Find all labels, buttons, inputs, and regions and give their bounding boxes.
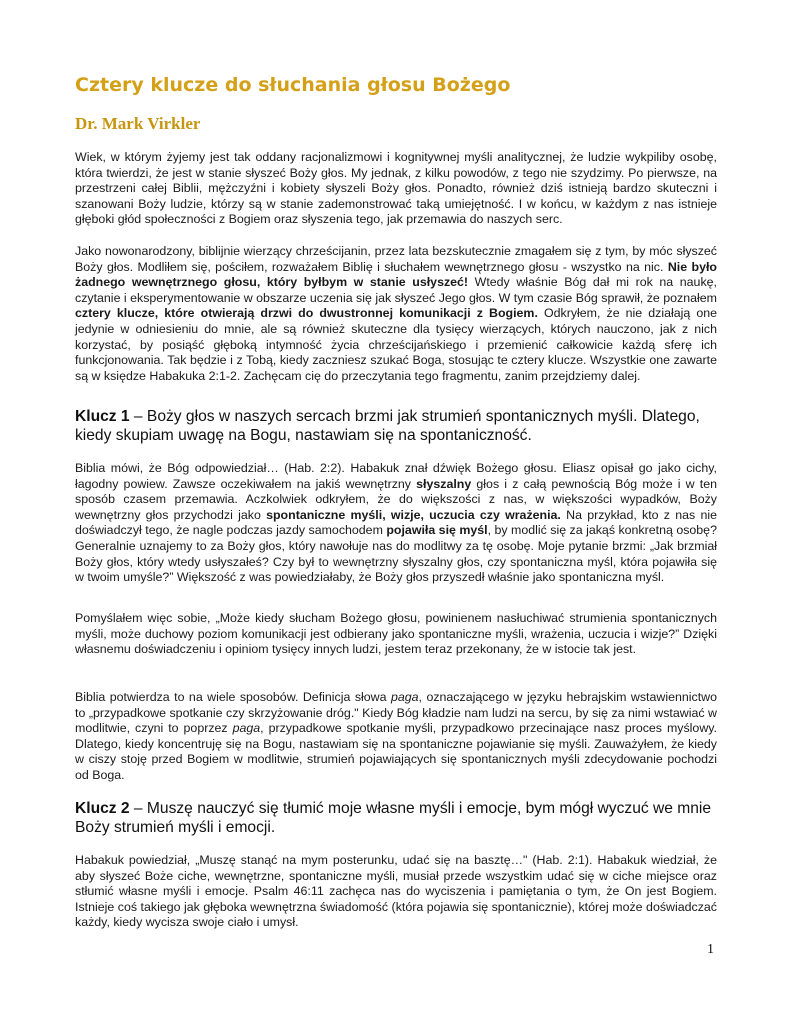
italic-text: paga	[390, 690, 419, 704]
text-span: , by modlić się za jakąś konkretną osobę? Generalnie uznajemy to za Boży głos, który nawołuje nas do modlitwy za tę osobę. Moje pytanie brzmi: „Jak brzmiał Boży głos, który wtedy usłyszałeś? Czy był to wewnętrzny słyszalny głos, czy spontaniczna myśl, która pojawiła się w twoim umyśle?” Większość z was powiedziałaby, że Boży głos przyszedł właśnie jako spontaniczna myśl.	[75, 523, 717, 585]
key-2-heading	[75, 799, 735, 837]
paragraph-key1-explanation	[75, 461, 717, 586]
bold-text: Nie było żadnego wewnętrznego głosu, który byłbym w stanie usłyszeć!	[75, 259, 717, 290]
italic-text: paga	[232, 721, 261, 736]
document-title: Cztery klucze do słuchania głosu Bożego	[75, 74, 511, 96]
bold-text: słyszalny	[416, 476, 472, 491]
text-span: , przypadkowe spotkanie myśli, przypadkowo przecinające nasz proces myślowy. Dlatego, kiedy koncentruję się na Bogu, nastawiam się na spontaniczne pojawianie się myśli. Zauważyłem, że kiedy w ciszy stoję przed Bogiem w modlitwie, strumień pojawiających się spontanicznych myśli zdecydowanie pochodzi od Boga.	[75, 721, 717, 782]
paragraph-paga	[75, 690, 717, 784]
bold-text: spontaniczne myśli, wizje, uczucia czy wrażenia.	[266, 507, 561, 522]
paragraph-testimony	[75, 244, 717, 384]
text-span: głos i z całą pewnością Bóg może i w ten sposób czasem przemawia. Aczkolwiek odkryłem, że do większości z nas, w większości wypadków, Boży wewnętrzny głos przychodzi jako	[75, 476, 718, 522]
key-1-heading	[75, 407, 735, 445]
text-span: Jako nowonarodzony, biblijnie wierzący chrześcijanin, przez lata bezskutecznie zmagałem się z tym, by móc słyszeć Boży głos. Modliłem się, pościłem, rozważałem Biblię i słuchałem wewnętrznego głosu - wszystko na nic.	[75, 244, 717, 274]
text-span: Biblia mówi, że Bóg odpowiedział… (Hab. 2:2). Habakuk znał dźwięk Bożego głosu. Eliasz opisał go jako cichy, łagodny powiew. Zawsze oczekiwałem na jakiś wewnętrzny	[75, 461, 717, 491]
paragraph-reflection: Pomyślałem więc sobie, „Może kiedy słucham Bożego głosu, powinienem nasłuchiwać strumienia spontanicznych myśli, może duchowy poziom komunikacji jest odbierany jako spontaniczne myśli, wrażenia, uczucia i wizje?” Dzięki własnemu doświadczeniu i opiniom tysięcy innych ludzi, jestem teraz przekonany, że w istocie tak jest.	[75, 611, 717, 657]
key-text: – Boży głos w naszych sercach brzmi jak strumień spontanicznych myśli. Dlatego, kiedy skupiam uwagę na Bogu, nastawiam się na spontaniczność.	[75, 408, 700, 444]
key-label: Klucz 1	[75, 408, 130, 425]
text-span: Wtedy właśnie Bóg dał mi rok na naukę, czytanie i eksperymentowanie w obszarze uczenia się jak słyszeć Jego głos. W tym czasie Bóg sprawił, że poznałem	[75, 275, 717, 305]
bold-text: cztery klucze, które otwierają drzwi do dwustronnej komunikacji z Bogiem.	[75, 306, 538, 321]
bold-text: pojawiła się myśl	[386, 523, 488, 538]
text-span: Biblia potwierdza to na wiele sposobów. Definicja słowa	[75, 690, 391, 704]
text-span: Na przykład, kto z nas nie doświadczył tego, że nagle podczas jazdy samochodem	[75, 507, 717, 538]
text-span: , oznaczającego w języku hebrajskim wstawiennictwo to „przypadkowe spotkanie czy skrzyżowanie dróg." Kiedy Bóg kładzie nam ludzi na sercu, by się za nimi wstawiać w modlitwie, czyni to poprzez	[75, 690, 717, 736]
key-label: Klucz 2	[75, 800, 130, 817]
text-span: Odkryłem, że nie działają one jedynie w odniesieniu do mnie, ale są również skuteczne dla tysięcy wierzących, których nauczono, jak z nich korzystać, by posiąść głęboką intymność życia chrześcijańskiego i przemienić całkowicie każdą sferę ich funkcjonowania. Tak będzie i z Tobą, kiedy zaczniesz szukać Boga, stosując te cztery klucze. Wszystkie one zawarte są w księdze Habakuka 2:1-2. Zachęcam cię do przeczytania tego fragmentu, zanim przejdziemy dalej.	[75, 306, 718, 383]
paragraph-habakkuk: Habakuk powiedział, „Muszę stanąć na mym posterunku, udać się na basztę…" (Hab. 2:1). Habakuk wiedział, że aby słyszeć Boże ciche, wewnętrzne, spontaniczne myśli, musiał przede wszystkim udać się w ciche miejsce oraz stłumić własne myśli i emocje. Psalm 46:11 zachęca nas do wyciszenia i pamiętania o tym, że On jest Bogiem. Istnieje coś takiego jak głęboka wewnętrzna świadomość (która pojawia się spontanicznie), której może doświadczać każdy, kiedy wycisza swoje ciało i umysł.	[75, 853, 717, 930]
paragraph-intro: Wiek, w którym żyjemy jest tak oddany racjonalizmowi i kognitywnej myśli analitycznej, że ludzie wykpiliby osobę, która twierdzi, że jest w stanie słyszeć Boży głos. My jednak, z kilku powodów, z tego nie szydzimy. Po pierwsze, na przestrzeni całej Biblii, mężczyźni i kobiety słyszeli Boży głos. Ponadto, również dziś istnieją bardzo skuteczni i szanowani Boży ludzie, którzy są w stanie zademonstrować taką umiejętność. I w końcu, w każdym z nas istnieje głęboki głód społeczności z Bogiem oraz słyszenia tego, jak przemawia do naszych serc.	[75, 150, 717, 227]
page-number: 1	[707, 942, 714, 957]
key-text: – Muszę nauczyć się tłumić moje własne myśli i emocje, bym mógł wyczuć we mnie Boży strumień myśli i emocji.	[75, 800, 712, 836]
author-name: Dr. Mark Virkler	[75, 114, 201, 133]
